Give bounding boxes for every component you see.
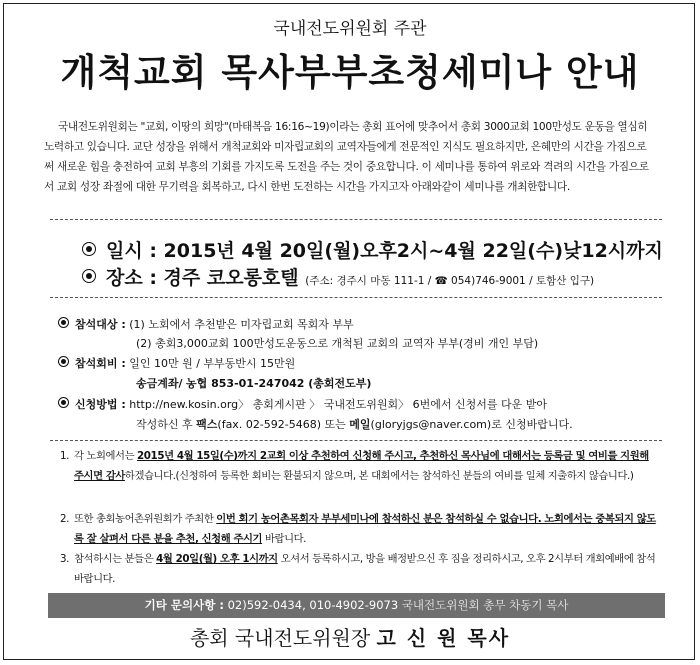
account-label: 송금계좌/ <box>136 377 183 390</box>
venue-label: 장소 : <box>106 267 157 289</box>
account-value: 농협 853-01-247042 (총회전도부) <box>186 377 372 390</box>
note-2-a: 또한 총회농어촌위원회가 주최한 <box>74 513 214 525</box>
target-row <box>58 316 354 332</box>
apply-line2-a: 작성하신 후 <box>136 418 193 431</box>
fee-row <box>58 355 295 371</box>
note-number: 2. <box>60 513 70 525</box>
target-2: (2) 총회3,000교회 100만성도운동으로 개척된 교회의 교역자 부부(경비 개인 부담) <box>136 337 539 350</box>
contact-bar <box>48 593 665 618</box>
venue-detail: (주소: 경주시 마동 111-1 / ☎ 054)746-9001 / 토함산 입구) <box>305 275 595 287</box>
note-1-a: 각 노회에서는 <box>74 450 135 462</box>
note-3-a: 참석하시는 분들은 <box>74 553 154 565</box>
note-1-emphasis: 2015년 4월 15일(수)까지 2교회 이상 추천하여 신청해 주시고, 추천하신 목사님에 대해서는 등록금 및 여비를 지원해 주시면 감사 <box>74 450 649 482</box>
schedule-date <box>82 236 663 263</box>
signature <box>0 622 700 651</box>
note-2-c: 바랍니다. <box>262 533 307 545</box>
target-1: (1) 노회에서 추천받은 미자립교회 목회자 부부 <box>129 318 354 331</box>
note-1-c: 하겠습니다.(신청하여 등록한 회비는 환불되지 않으며, 본 대회에서는 참석하신 분들의 여비를 일체 지출하지 않습니다.) <box>124 470 634 482</box>
note-3-emphasis: 4월 20일(월) 오후 1시까지 <box>156 553 278 565</box>
apply-line1: http://new.kosin.org〉 총회게시판 〉 국내전도위원회〉 6번에서 신청서를 다운 받아 <box>129 398 548 411</box>
apply-fax-label: 팩스 <box>196 418 218 431</box>
divider-bottom <box>50 440 662 441</box>
circle-bullet-icon <box>82 242 96 256</box>
note-number: 1. <box>60 450 70 462</box>
contact-office: 국내전도위원회 총무 차동기 목사 <box>401 598 569 612</box>
fee-label: 참석회비 : <box>75 357 126 370</box>
intro-paragraph: 국내전도위원회는 "교회, 이땅의 희망"(마태복음 16:16~19)이라는 총회 표어에 맞추어서 총회 3000교회 100만성도 운동을 열심히 노력하고 있습니다. 교단 성장을 위해서 개척교회와 미자립교회의 교역자들에게 전문적인 지식도 필요하지만, 은혜만의 시간을 가짐으로써 새로운 힘을 충전하여 교회 부흥의 기회를 가지도록 도전을 주는 것이 중요합니다. 이 세미나를 통하여 위로와 격려의 시간을 가짐으로서 교회 성장 좌절에 대한 무기력을 회복하고, 다시 한번 도전하는 시간을 가지고자 아래와같이 세미나를 개최한합니다. <box>44 121 649 193</box>
venue-value: 경주 코오롱호텔 <box>163 267 299 289</box>
circle-bullet-icon <box>58 397 69 408</box>
circle-bullet-icon <box>58 317 69 328</box>
divider-top <box>50 219 662 220</box>
signature-name: 고 신 원 목사 <box>376 626 511 650</box>
note-3-c: 오셔서 등록하시고, 방을 배정받으신 후 짐을 정리하시고, 오후 2시부터 개회예배에 참석 바랍니다. <box>74 553 656 585</box>
note-2-emphasis: 이번 회기 농어촌목회자 부부세미나에 참석하신 분은 참석하실 수 없습니다. 노회에서는 중복되지 않도록 잘 살펴서 다른 분을 추천, 신청해 주시기 <box>74 513 656 545</box>
note-3 <box>60 549 660 589</box>
note-2 <box>60 509 660 549</box>
date-value: 2015년 4월 20일(월)오후2시~4월 22일(수)낮12시까지 <box>163 240 663 262</box>
signature-title: 총회 국내전도위원장 <box>189 626 371 650</box>
apply-line2 <box>136 416 573 432</box>
page-title: 개척교회 목사부부초청세미나 안내 <box>60 50 640 94</box>
apply-line2-c: (gloryjgs@naver.com)로 신청바랍니다. <box>370 418 573 431</box>
target-label: 참석대상 : <box>75 318 126 331</box>
apply-label: 신청방법 : <box>75 398 126 411</box>
note-1 <box>60 446 660 486</box>
organizer-line: 국내전도위원회 주관 <box>273 19 427 39</box>
contact-label: 기타 문의사항 : <box>144 598 224 612</box>
circle-bullet-icon <box>82 269 96 283</box>
contact-phones: 02)592-0434, 010-4902-9073 <box>227 598 399 612</box>
apply-row <box>58 396 547 412</box>
schedule-venue <box>82 263 594 290</box>
apply-mail-label: 메일 <box>349 418 371 431</box>
fee-value: 일인 10만 원 / 부부동반시 15만원 <box>129 357 296 370</box>
account-row <box>136 375 371 391</box>
apply-line2-b: (fax. 02-592-5468) 또는 <box>217 418 346 431</box>
divider-middle <box>50 297 662 298</box>
note-number: 3. <box>60 553 70 565</box>
circle-bullet-icon <box>58 356 69 367</box>
date-label: 일시 : <box>106 240 157 262</box>
